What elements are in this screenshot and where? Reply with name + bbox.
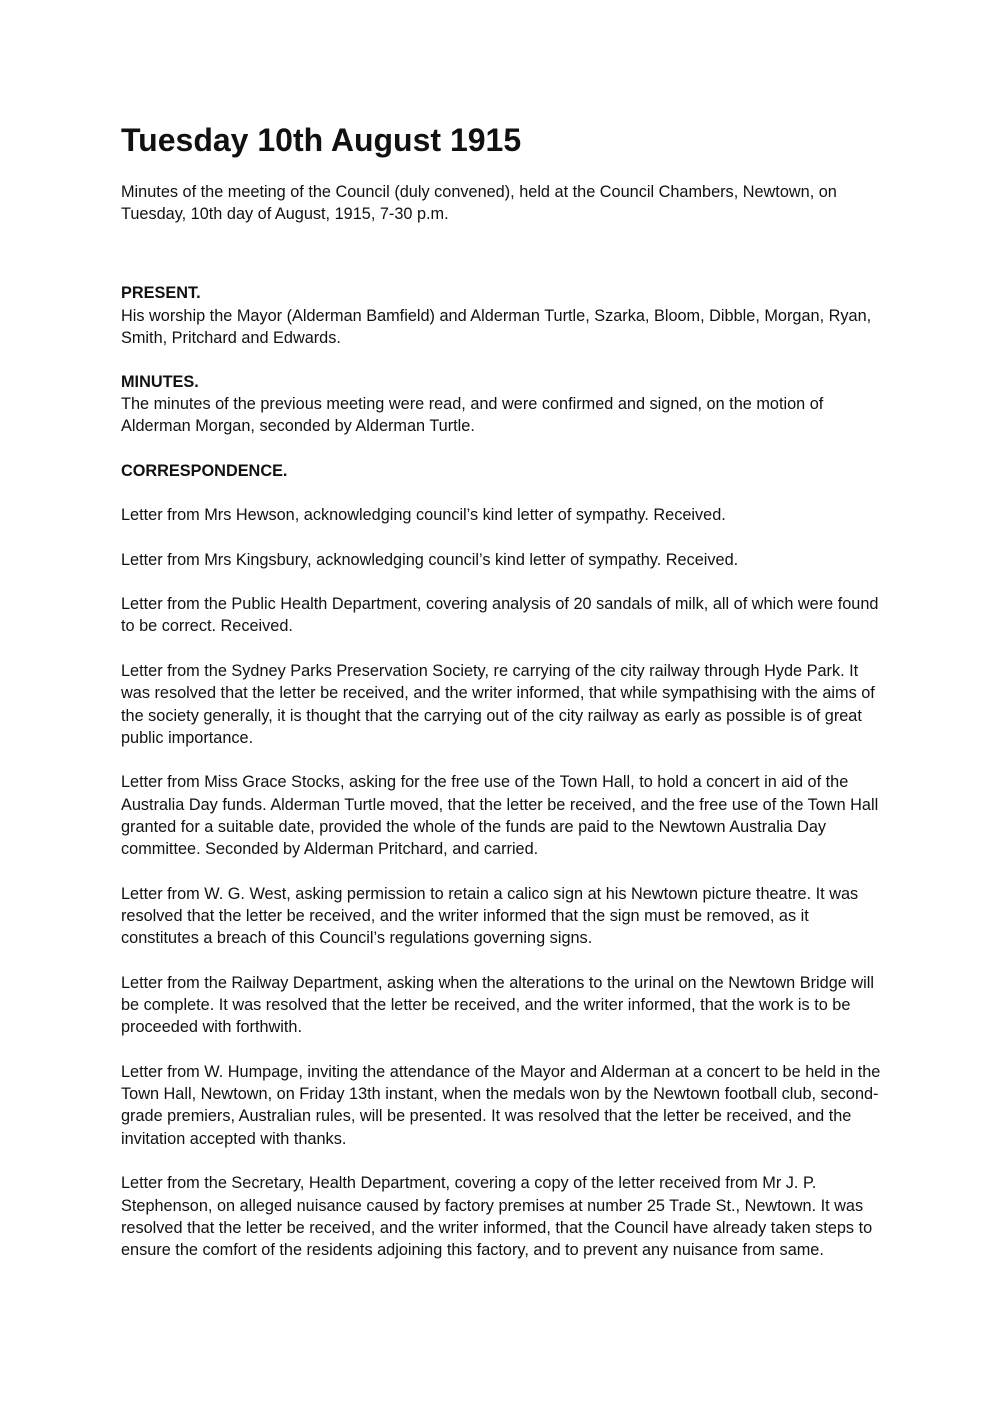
letter-paragraph: Letter from the Sydney Parks Preservation Society, re carrying of the city railway through Hyde Park. It was resolved that the letter be received, and the writer informed, that while sympathising with the aims of the society generally, it is thought that the carrying out of the city railway as early as possible is of great public importance. [121, 662, 875, 747]
letter-paragraph: Letter from W. Humpage, inviting the attendance of the Mayor and Alderman at a concert to be held in the Town Hall, Newtown, on Friday 13th instant, when the medals won by the Newtown football club, second-grade premiers, Australian rules, will be presented. It was resolved that the letter be received, and the invitation accepted with thanks. [121, 1062, 881, 1148]
letter-paragraph: Letter from the Secretary, Health Department, covering a copy of the letter received from Mr J. P. Stephenson, on alleged nuisance caused by factory premises at number 25 Trade St., Newtown. It was resolved that the letter be received, and the writer informed, that the Council have already taken steps to ensure the comfort of the residents adjoining this factory, and to prevent any nuisance from same. [121, 1174, 873, 1259]
correspondence-heading: CORRESPONDENCE. [121, 461, 288, 480]
present-text: His worship the Mayor (Alderman Bamfield) and Alderman Turtle, Szarka, Bloom, Dibble, Morgan, Ryan, Smith, Pritchard and Edwards. [121, 306, 872, 347]
document-page [121, 120, 889, 1284]
letter-paragraph: Letter from Mrs Kingsbury, acknowledging council’s kind letter of sympathy. Received. [121, 550, 739, 569]
minutes-section [121, 371, 889, 438]
present-section [121, 282, 889, 349]
letter-paragraph: Letter from W. G. West, asking permission to retain a calico sign at his Newtown picture theatre. It was resolved that the letter be received, and the writer informed that the sign must be removed, as it constitutes a breach of this Council’s regulations governing signs. [121, 884, 859, 948]
letter-paragraph: Letter from the Public Health Department, covering analysis of 20 sandals of milk, all of which were found to be correct. Received. [121, 595, 879, 636]
present-heading: PRESENT. [121, 284, 201, 303]
letter-paragraph: Letter from the Railway Department, asking when the alterations to the urinal on the Newtown Bridge will be complete. It was resolved that the letter be received, and the writer informed, that the work is to be proceeded with forthwith. [121, 973, 874, 1037]
intro-paragraph: Minutes of the meeting of the Council (duly convened), held at the Council Chambers, Newtown, on Tuesday, 10th day of August, 1915, 7-30 p.m. [121, 183, 837, 224]
letter-paragraph: Letter from Mrs Hewson, acknowledging council’s kind letter of sympathy. Received. [121, 505, 726, 524]
document-title: Tuesday 10th August 1915 [121, 122, 522, 158]
minutes-text: The minutes of the previous meeting were read, and were confirmed and signed, on the motion of Alderman Morgan, seconded by Alderman Turtle. [121, 395, 824, 436]
correspondence-section [121, 460, 889, 1261]
letter-paragraph: Letter from Miss Grace Stocks, asking for the free use of the Town Hall, to hold a concert in aid of the Australia Day funds. Alderman Turtle moved, that the letter be received, and the free use of the Town Hall granted for a suitable date, provided the whole of the funds are paid to the Newtown Australia Day committee. Seconded by Alderman Pritchard, and carried. [121, 773, 879, 859]
minutes-heading: MINUTES. [121, 373, 199, 392]
